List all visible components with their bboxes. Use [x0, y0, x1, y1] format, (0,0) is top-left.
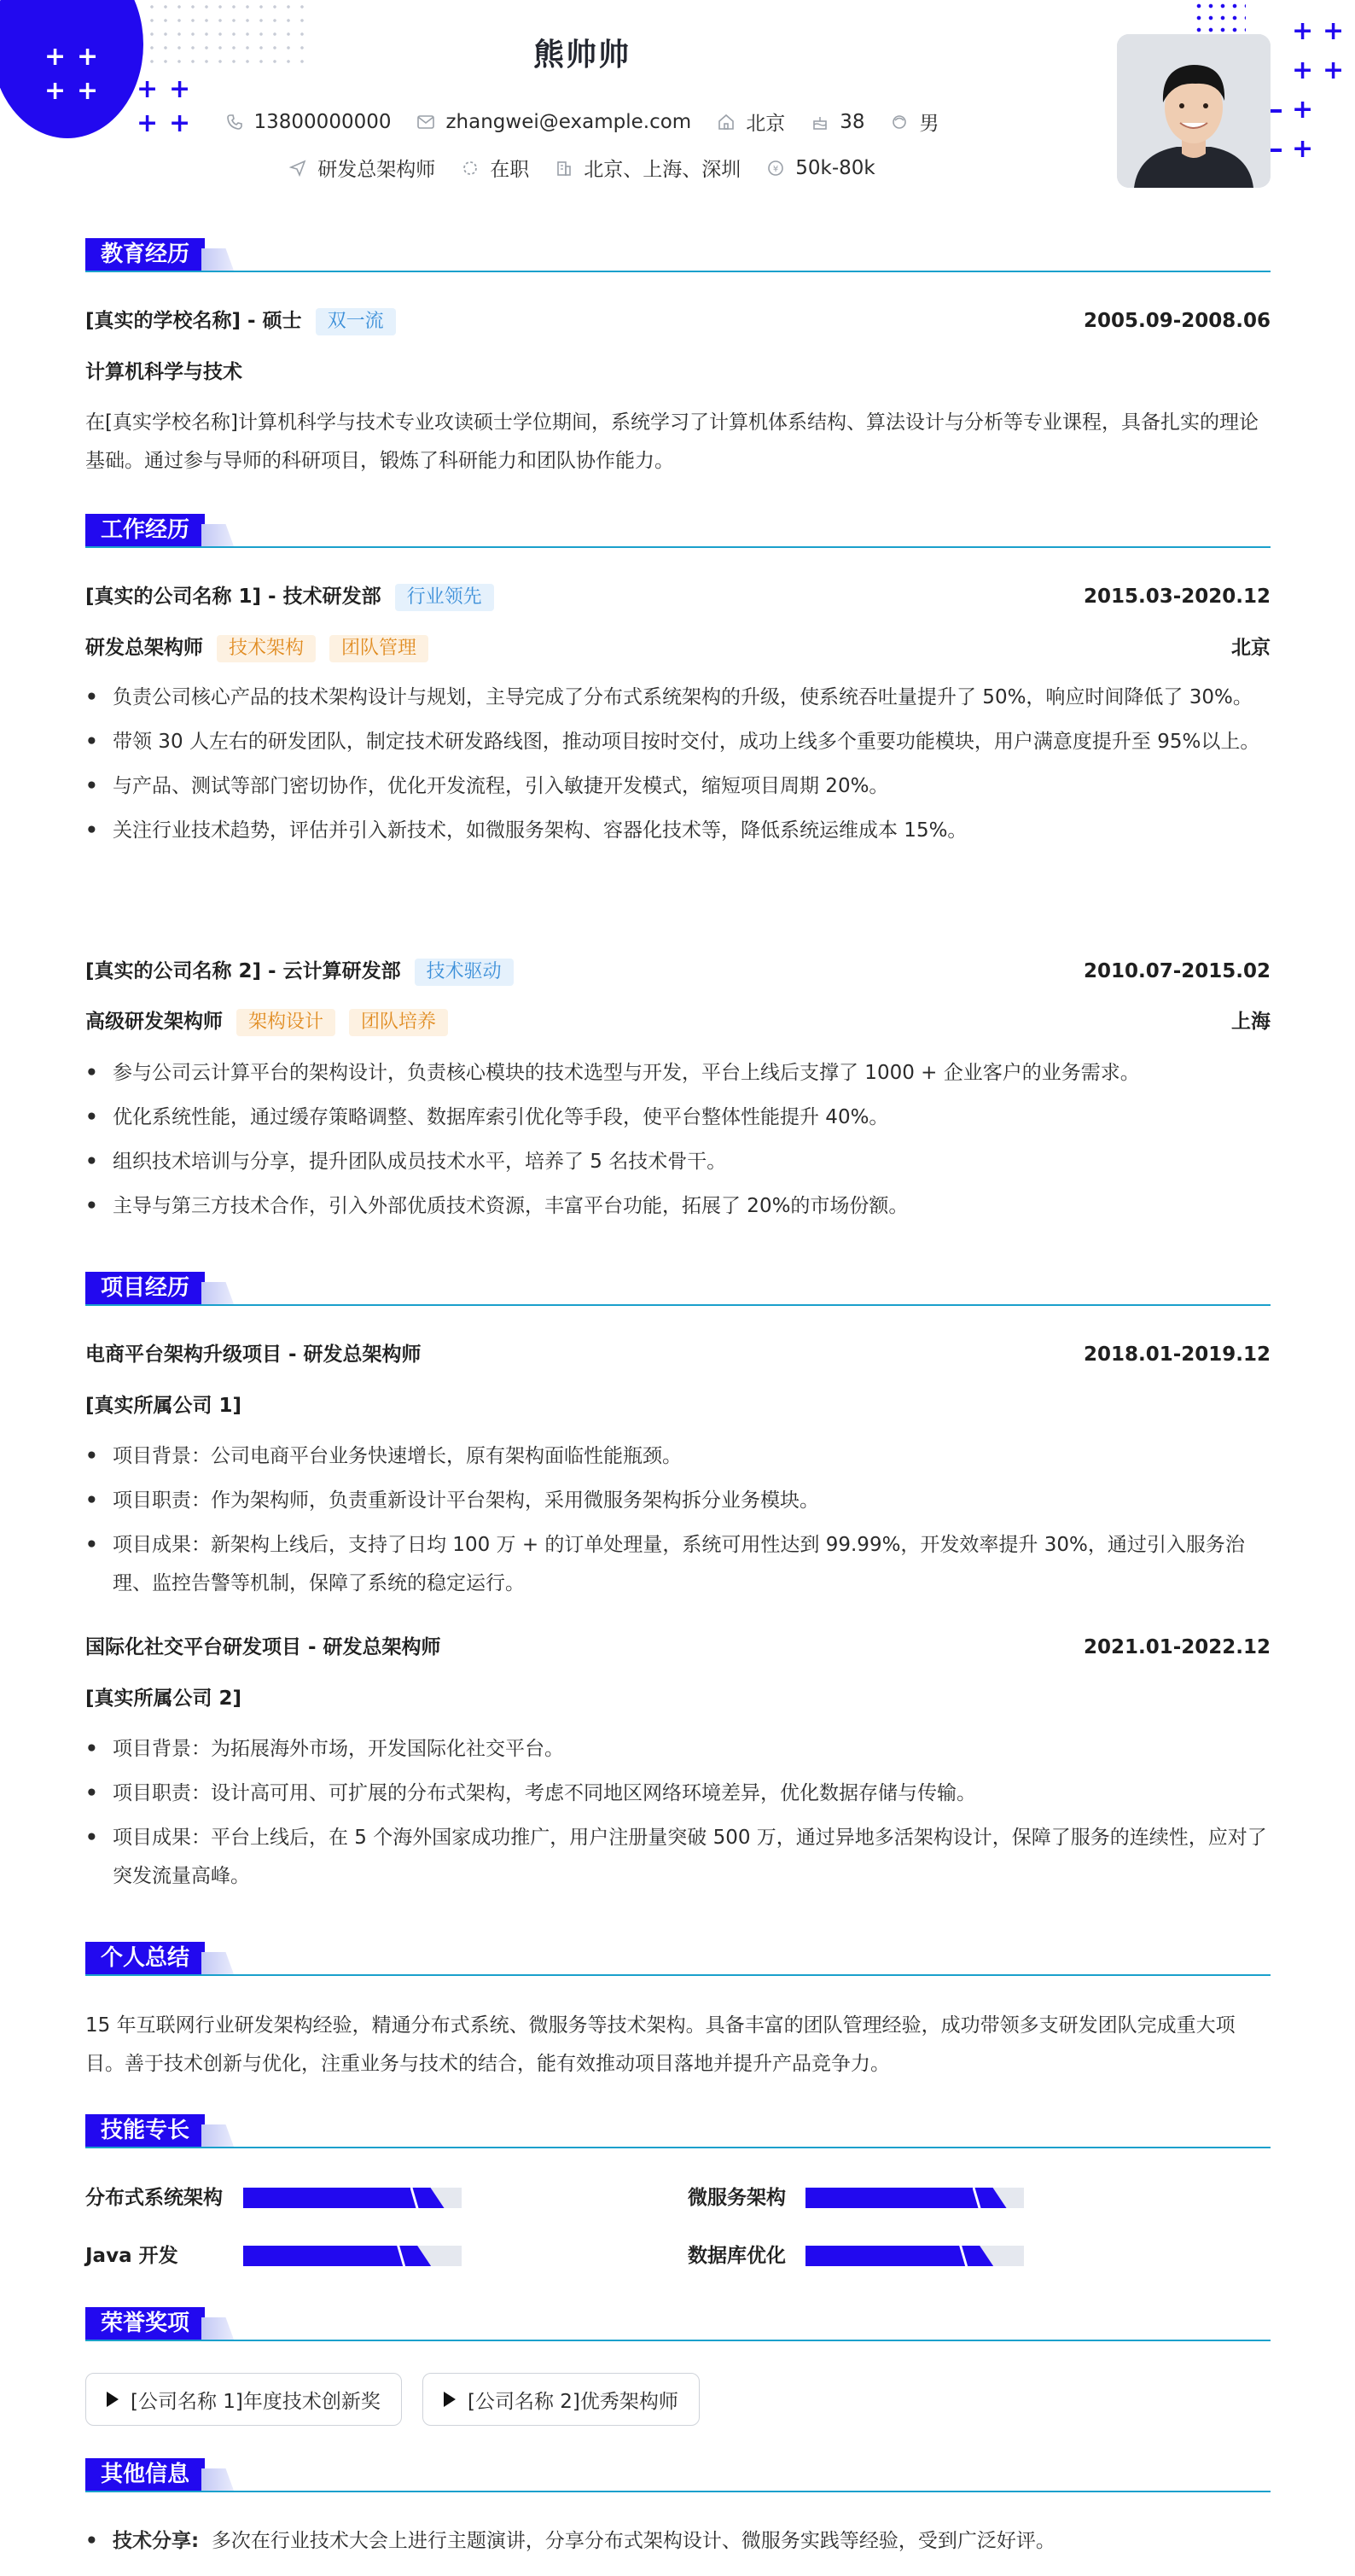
phone-icon — [225, 113, 244, 131]
company-tag: 行业领先 — [395, 584, 494, 611]
list-item: • 参与公司云计算平台的架构设计，负责核心模块的技术选型与开发，平台上线后支撑了 1000 + 企业客户的业务需求。 — [85, 1062, 1140, 1084]
salary-text: 50k-80k — [795, 156, 875, 179]
gender-icon — [890, 113, 909, 131]
avatar — [1117, 34, 1271, 188]
email-item — [416, 111, 691, 133]
role-name: 高级研发架构师 — [85, 1011, 223, 1033]
salary-item — [766, 157, 875, 179]
age-item — [811, 111, 864, 133]
section-title: 教育经历 — [85, 238, 205, 271]
job-company — [85, 583, 494, 611]
job-period: 2010.07-2015.02 — [1083, 960, 1271, 982]
divider — [85, 1974, 1271, 1976]
skill-label: 数据库优化 — [688, 2245, 786, 2267]
role-name: 研发总架构师 — [85, 637, 203, 659]
section-decor — [201, 2124, 234, 2147]
email-text: zhangwei@example.com — [445, 110, 692, 133]
skill-label: 微服务架构 — [688, 2187, 786, 2209]
school-name: [真实的学校名称] - 硕士 — [85, 310, 302, 332]
job-bullets — [85, 679, 1273, 850]
skill-bar — [243, 2246, 462, 2266]
plus-icon: + — [1292, 95, 1314, 125]
section-decor — [201, 2468, 234, 2491]
gender-text: 男 — [919, 113, 939, 135]
section-other — [85, 2458, 1271, 2496]
award-badge — [422, 2373, 700, 2426]
position-item — [288, 154, 435, 182]
decor-dash — [1270, 149, 1282, 152]
job-period: 2015.03-2020.12 — [1083, 586, 1271, 608]
home-icon — [717, 113, 736, 131]
play-icon — [444, 2392, 456, 2407]
divider — [85, 546, 1271, 548]
school-tag: 双一流 — [316, 308, 396, 335]
list-item: • 项目背景：公司电商平台业务快速增长，原有架构面临性能瓶颈。 — [85, 1445, 682, 1467]
list-item: • 带领 30 人左右的研发团队，制定技术研发路线图，推动项目按时交付，成功上线多个重要功能模块，用户满意度提升至 95%以上。 — [85, 731, 1260, 753]
skill-label: Java 开发 — [85, 2245, 178, 2267]
role-tag: 团队培养 — [349, 1009, 448, 1036]
section-title: 技能专长 — [85, 2114, 205, 2147]
other-text: 多次在行业技术大会上进行主题演讲，分享分布式架构设计、微服务实践等经验，受到广泛好评。 — [211, 2530, 1056, 2552]
list-item: • 项目职责：设计高可用、可扩展的分布式架构，考虑不同地区网络环境差异，优化数据存储与传输。 — [85, 1782, 976, 1804]
list-item: • 主导与第三方技术合作，引入外部优质技术资源，丰富平台功能，拓展了 20%的市场份额。 — [85, 1195, 909, 1217]
summary-text: 15 年互联网行业研发架构经验，精通分布式系统、微服务等技术架构。具备丰富的团队管理经验，成功带领多支研发团队完成重大项目。善于技术创新与优化，注重业务与技术的结合，能有效推动项目落地并提升产品竞争力。 — [85, 2014, 1236, 2075]
project-bullets — [85, 1730, 1273, 1896]
phone-item — [225, 111, 392, 133]
company-tag: 技术驱动 — [415, 959, 514, 986]
job-location: 上海 — [1231, 1011, 1271, 1033]
decor-dots — [1193, 0, 1246, 36]
job-role — [85, 634, 428, 662]
age-text: 38 — [840, 110, 865, 133]
plus-icon: + — [77, 76, 99, 106]
plus-icon: + — [1323, 55, 1345, 85]
svg-text:¥: ¥ — [773, 164, 779, 174]
skill-label: 分布式系统架构 — [85, 2187, 223, 2209]
position-text: 研发总架构师 — [317, 159, 436, 181]
section-decor — [201, 248, 234, 271]
company-name: [真实的公司名称 2] - 云计算研发部 — [85, 960, 401, 982]
target-cities-text: 北京、上海、深圳 — [584, 159, 741, 181]
decor-dash — [1270, 109, 1282, 113]
job-intent-row — [0, 154, 1164, 182]
plus-icon: + — [137, 74, 159, 104]
divider — [85, 2147, 1271, 2148]
section-decor — [201, 2317, 234, 2340]
section-title: 工作经历 — [85, 514, 205, 546]
project-name: 电商平台架构升级项目 - 研发总架构师 — [85, 1343, 422, 1366]
job-bullets — [85, 1054, 1273, 1226]
award-text: [公司名称 1]年度技术创新奖 — [131, 2390, 381, 2413]
plus-icon: + — [44, 76, 67, 106]
skill-bar — [805, 2188, 1024, 2208]
status-item — [461, 154, 529, 182]
section-decor — [201, 1952, 234, 1974]
section-decor — [201, 1282, 234, 1304]
role-tag: 团队管理 — [329, 635, 428, 662]
phone-text: 13800000000 — [253, 110, 392, 133]
other-label: 技术分享: — [113, 2530, 200, 2552]
plus-icon: + — [137, 108, 159, 138]
building-icon — [555, 159, 573, 178]
mail-icon — [416, 113, 435, 131]
skill-bar — [805, 2246, 1024, 2266]
plus-icon: + — [169, 74, 191, 104]
section-education — [85, 238, 1271, 276]
project-bullets — [85, 1437, 1273, 1603]
list-item: • 与产品、测试等部门密切协作，优化开发流程，引入敏捷开发模式，缩短项目周期 20%。 — [85, 775, 889, 797]
education-description: 在[真实学校名称]计算机科学与技术专业攻读硕士学位期间，系统学习了计算机体系结构、算法设计与分析等专业课程，具备扎实的理论基础。通过参与导师的科研项目，锻炼了科研能力和团队协作能力。 — [85, 411, 1259, 472]
list-item: • 项目成果：新架构上线后，支持了日均 100 万 + 的订单处理量，系统可用性达到 99.99%，开发效率提升 30%，通过引入服务治理、监控告警等机制，保障了系统的稳定运行。 — [85, 1534, 1245, 1594]
project-company: [真实所属公司 2] — [85, 1687, 242, 1710]
send-icon — [288, 159, 307, 178]
section-title: 其他信息 — [85, 2458, 205, 2491]
section-title: 项目经历 — [85, 1272, 205, 1304]
divider — [85, 2340, 1271, 2341]
section-decor — [201, 524, 234, 546]
project-period: 2018.01-2019.12 — [1083, 1343, 1271, 1366]
plus-icon: + — [1292, 134, 1314, 164]
list-item: • 技术分享: 多次在行业技术大会上进行主题演讲，分享分布式架构设计、微服务实践等经验，受到广泛好评。 — [85, 2530, 1056, 2552]
candidate-name: 熊帅帅 — [532, 38, 631, 73]
play-icon — [107, 2392, 119, 2407]
project-period: 2021.01-2022.12 — [1083, 1636, 1271, 1658]
section-summary — [85, 1942, 1271, 1979]
section-skills — [85, 2114, 1271, 2152]
cake-icon — [811, 113, 829, 131]
list-item: • 项目职责：作为架构师，负责重新设计平台架构，采用微服务架构拆分业务模块。 — [85, 1489, 819, 1512]
role-tag: 架构设计 — [236, 1009, 335, 1036]
plus-icon: + — [1292, 16, 1314, 46]
coin-icon — [766, 159, 785, 178]
gender-item — [890, 108, 939, 136]
divider — [85, 2491, 1271, 2492]
city-text: 北京 — [746, 113, 786, 135]
list-item: • 负责公司核心产品的技术架构设计与规划，主导完成了分布式系统架构的升级，使系统吞吐量提升了 50%，响应时间降低了 30%。 — [85, 686, 1253, 708]
contact-row — [0, 108, 1164, 136]
section-title: 荣誉奖项 — [85, 2307, 205, 2340]
job-location: 北京 — [1231, 637, 1271, 659]
role-tag: 技术架构 — [217, 635, 316, 662]
job-role — [85, 1008, 448, 1036]
project-company: [真实所属公司 1] — [85, 1395, 242, 1417]
plus-icon: + — [1292, 55, 1314, 85]
plus-icon: + — [1323, 16, 1345, 46]
status-text: 在职 — [490, 159, 530, 181]
list-item: • 优化系统性能，通过缓存策略调整、数据库索引优化等手段，使平台整体性能提升 40%。 — [85, 1106, 889, 1128]
section-projects — [85, 1272, 1271, 1309]
target-city-item — [555, 154, 741, 182]
section-work — [85, 514, 1271, 551]
skill-bar — [243, 2188, 462, 2208]
plus-icon: + — [77, 42, 99, 72]
city-item — [717, 108, 785, 136]
project-name: 国际化社交平台研发项目 - 研发总架构师 — [85, 1636, 441, 1658]
divider — [85, 1304, 1271, 1306]
section-title: 个人总结 — [85, 1942, 205, 1974]
company-name: [真实的公司名称 1] - 技术研发部 — [85, 586, 381, 608]
education-major: 计算机科学与技术 — [85, 361, 242, 383]
plus-icon: + — [169, 108, 191, 138]
other-list — [85, 2522, 1273, 2561]
list-item: • 项目背景：为拓展海外市场，开发国际化社交平台。 — [85, 1738, 564, 1760]
list-item: • 关注行业技术趋势，评估并引入新技术，如微服务架构、容器化技术等，降低系统运维成本 15%。 — [85, 819, 968, 842]
education-period: 2005.09-2008.06 — [1083, 310, 1271, 332]
loading-icon — [461, 159, 480, 178]
award-badge — [85, 2373, 402, 2426]
list-item: • 组织技术培训与分享，提升团队成员技术水平，培养了 5 名技术骨干。 — [85, 1151, 727, 1173]
education-school — [85, 307, 396, 335]
list-item: • 项目成果：平台上线后，在 5 个海外国家成功推广，用户注册量突破 500 万，通过异地多活架构设计，保障了服务的连续性，应对了突发流量高峰。 — [85, 1827, 1267, 1887]
divider — [85, 271, 1271, 272]
section-honors — [85, 2307, 1271, 2345]
plus-icon: + — [44, 42, 67, 72]
award-text: [公司名称 2]优秀架构师 — [468, 2390, 678, 2413]
job-company — [85, 958, 514, 986]
